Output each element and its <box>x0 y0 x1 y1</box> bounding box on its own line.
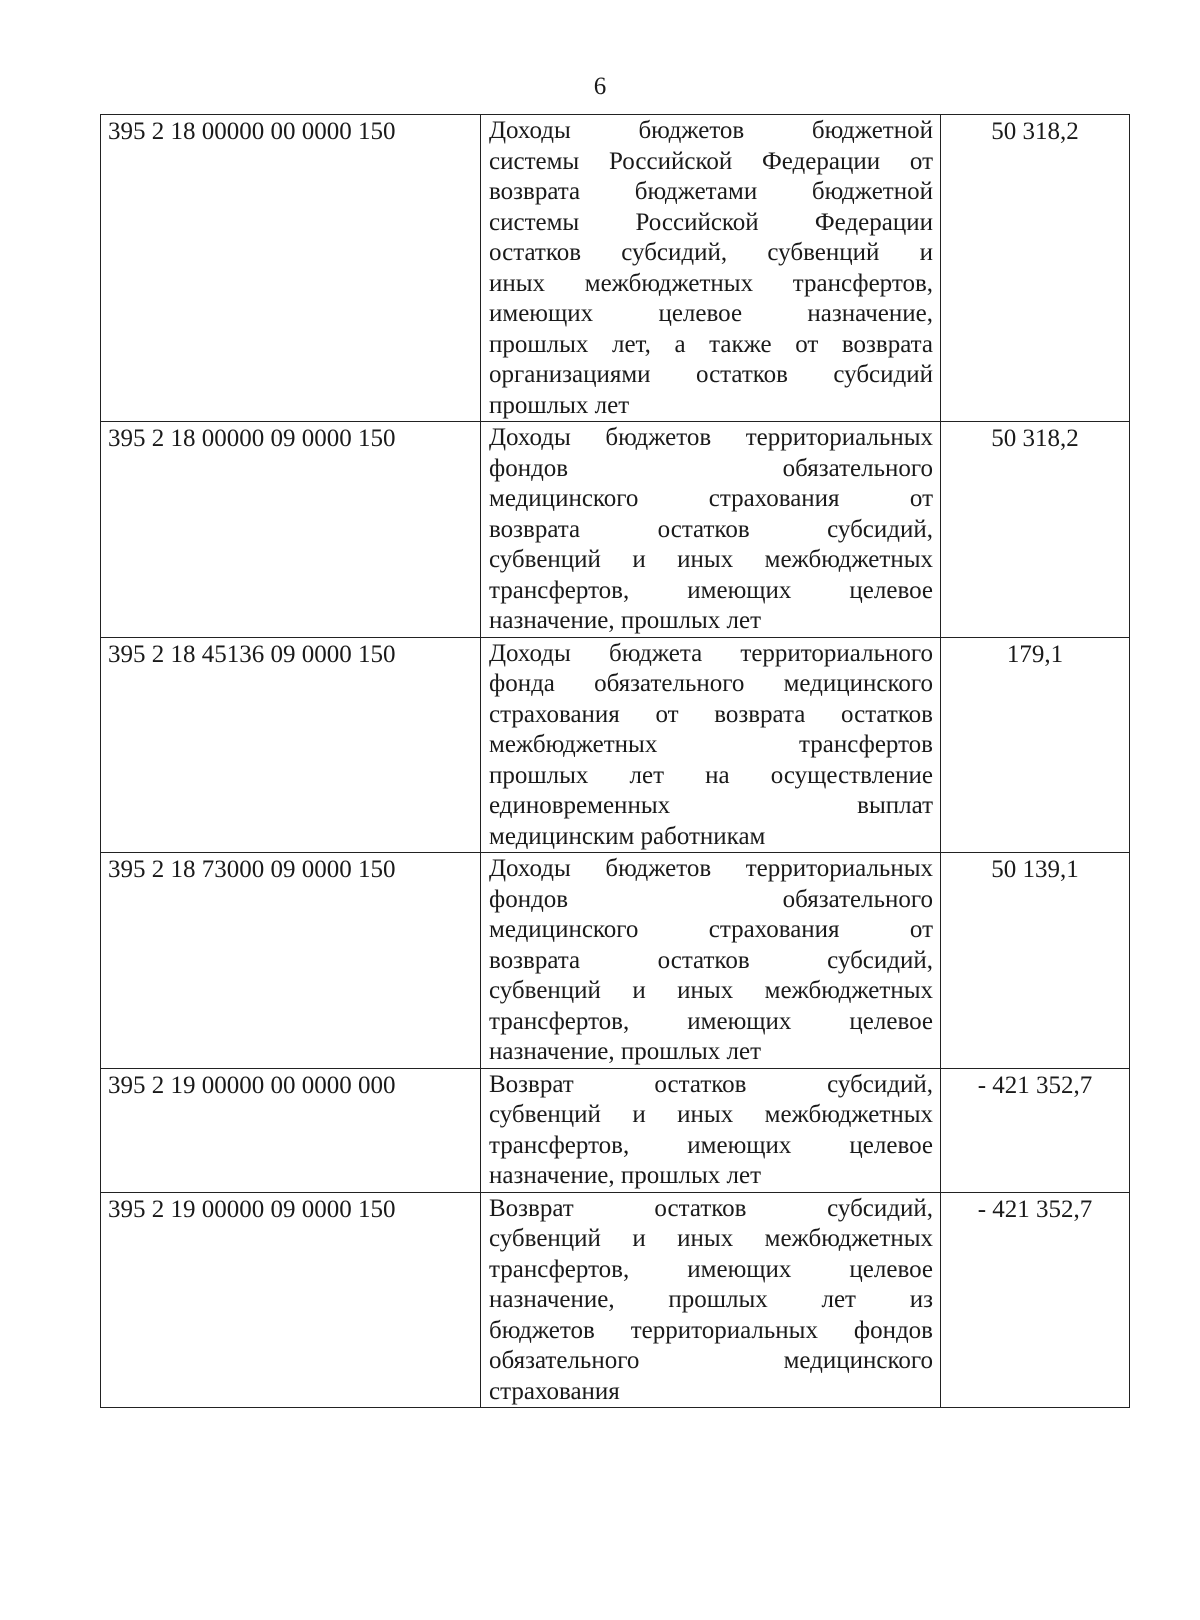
description-cell <box>481 422 941 638</box>
description-line: Доходы бюджета территориального <box>489 639 933 667</box>
classification-code-cell: 395 2 19 00000 00 0000 000 <box>101 1068 481 1192</box>
description-line: системы Российской Федерации от <box>489 147 933 175</box>
description-line: субвенций и иных межбюджетных <box>489 546 933 573</box>
table-row <box>101 637 1130 853</box>
description-line: остатков субсидий, субвенций и <box>489 239 933 266</box>
description-line: прошлых лет на осуществление <box>489 761 933 789</box>
description-line: обязательного медицинского <box>489 1347 933 1374</box>
description-line: медицинским работникам <box>489 822 766 850</box>
description-line: страхования от возврата остатков <box>489 700 933 728</box>
amount-cell: 50 139,1 <box>941 853 1130 1069</box>
description-line: страхования <box>489 1377 620 1405</box>
amount-cell: 179,1 <box>941 637 1130 853</box>
description-line: организациями остатков субсидий <box>489 361 933 388</box>
table-body <box>101 115 1130 1408</box>
description-line: прошлых лет, а также от возврата <box>489 330 933 358</box>
description-cell <box>481 853 941 1069</box>
description-line: назначение, прошлых лет из <box>489 1286 933 1313</box>
description-line: Доходы бюджетов территориальных <box>489 855 933 882</box>
description-line: трансфертов, имеющих целевое <box>489 1255 933 1283</box>
amount-cell: - 421 352,7 <box>941 1068 1130 1192</box>
classification-code-cell: 395 2 18 00000 09 0000 150 <box>101 422 481 638</box>
description-line: назначение, прошлых лет <box>489 607 761 634</box>
description-line: Возврат остатков субсидий, <box>489 1070 933 1098</box>
description-line: фондов обязательного <box>489 454 933 482</box>
description-line: медицинского страхования от <box>489 485 933 512</box>
description-line: субвенций и иных межбюджетных <box>489 1225 933 1252</box>
description-line: Доходы бюджетов территориальных <box>489 424 933 451</box>
description-line: трансфертов, имеющих целевое <box>489 1131 933 1159</box>
description-line: имеющих целевое назначение, <box>489 300 933 327</box>
description-line: трансфертов, имеющих целевое <box>489 1007 933 1035</box>
description-line: трансфертов, имеющих целевое <box>489 576 933 604</box>
amount-cell: 50 318,2 <box>941 115 1130 422</box>
table-row <box>101 1068 1130 1192</box>
description-line: субвенций и иных межбюджетных <box>489 977 933 1004</box>
page-number: 6 <box>593 73 607 100</box>
description-line: назначение, прошлых лет <box>489 1162 761 1189</box>
description-line: назначение, прошлых лет <box>489 1038 761 1065</box>
description-cell <box>481 637 941 853</box>
description-line: бюджетов территориальных фондов <box>489 1316 933 1344</box>
description-line: единовременных выплат <box>489 792 933 819</box>
description-line: иных межбюджетных трансфертов, <box>489 269 933 297</box>
description-cell <box>481 1192 941 1408</box>
budget-table <box>100 114 1130 1408</box>
description-line: Доходы бюджетов бюджетной <box>489 117 933 144</box>
description-line: возврата бюджетами бюджетной <box>489 178 933 205</box>
description-line: субвенций и иных межбюджетных <box>489 1101 933 1128</box>
table-row <box>101 115 1130 422</box>
table-row <box>101 853 1130 1069</box>
description-line: фонда обязательного медицинского <box>489 670 933 697</box>
table-row <box>101 422 1130 638</box>
description-line: фондов обязательного <box>489 885 933 913</box>
description-cell <box>481 1068 941 1192</box>
amount-cell: - 421 352,7 <box>941 1192 1130 1408</box>
description-line: прошлых лет <box>489 391 630 419</box>
table-row <box>101 1192 1130 1408</box>
description-line: возврата остатков субсидий, <box>489 946 933 974</box>
classification-code-cell: 395 2 18 45136 09 0000 150 <box>101 637 481 853</box>
classification-code-cell: 395 2 19 00000 09 0000 150 <box>101 1192 481 1408</box>
classification-code-cell: 395 2 18 00000 00 0000 150 <box>101 115 481 422</box>
description-line: медицинского страхования от <box>489 916 933 943</box>
description-line: межбюджетных трансфертов <box>489 731 933 758</box>
amount-cell: 50 318,2 <box>941 422 1130 638</box>
description-cell <box>481 115 941 422</box>
classification-code-cell: 395 2 18 73000 09 0000 150 <box>101 853 481 1069</box>
description-line: Возврат остатков субсидий, <box>489 1194 933 1222</box>
description-line: возврата остатков субсидий, <box>489 515 933 543</box>
description-line: системы Российской Федерации <box>489 208 933 236</box>
